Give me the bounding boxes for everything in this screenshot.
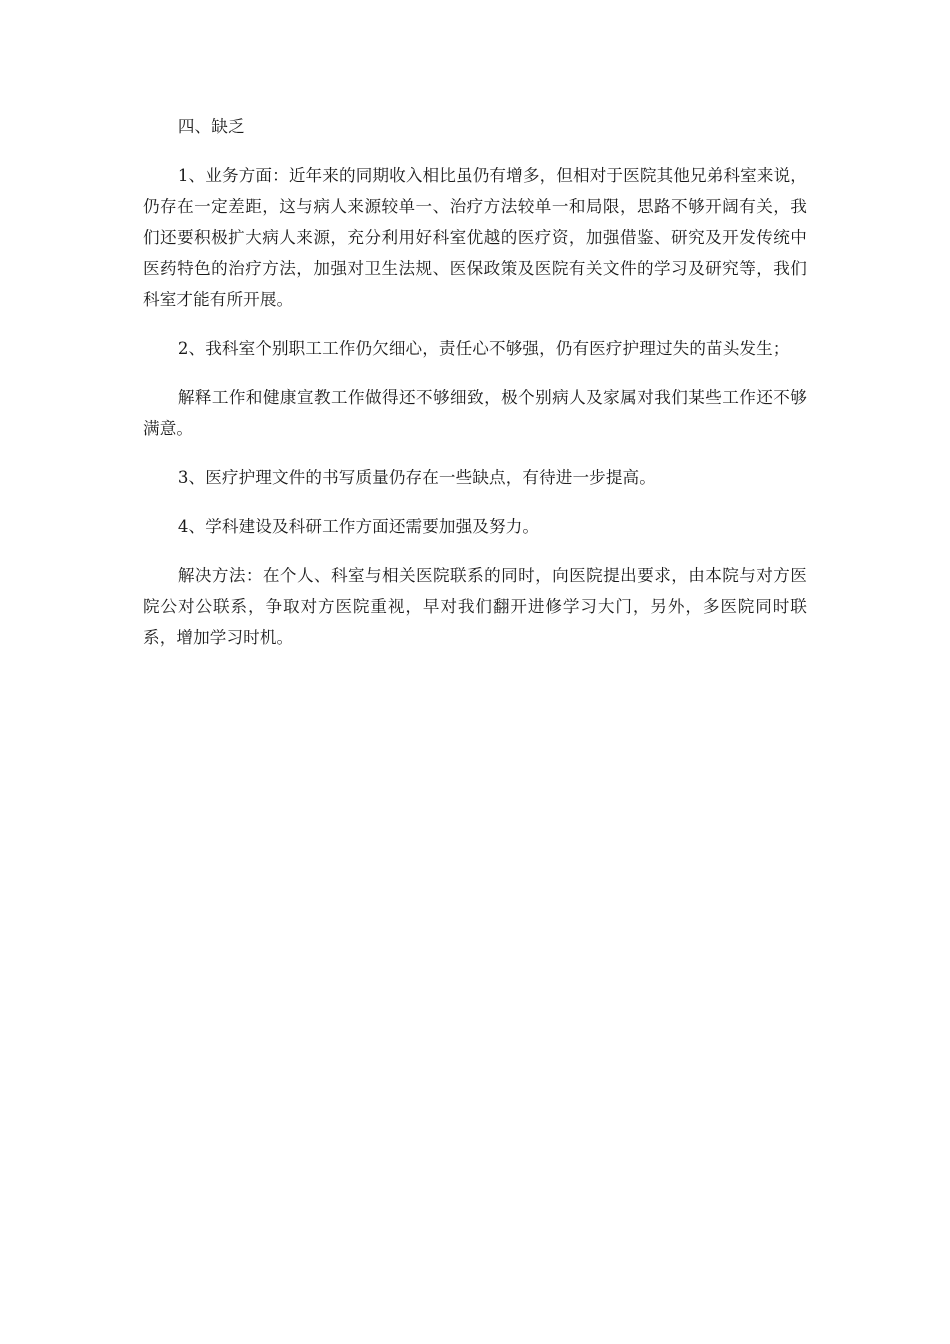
section-heading: 四、缺乏: [177, 117, 245, 136]
paragraph-records: 3、医疗护理文件的书写质量仍存在一些缺点，有待进一步提高。: [177, 468, 656, 487]
paragraph-business: 1、业务方面：近年来的同期收入相比虽仍有增多，但相对于医院其他兄弟科室来说，仍存在一定差距，这与病人来源较单一、治疗方法较单一和局限，思路不够开阔有关，我们还要积极扩大病人来源，充分利用好科室优越的医疗资，加强借鉴、研究及开发传统中医药特色的治疗方法，加强对卫生法规、医保政策及医院有关文件的学习及研究等，我们科室才能有所开展。: [143, 166, 807, 309]
document-body: [143, 111, 807, 671]
paragraph-discipline: 4、学科建设及科研工作方面还需要加强及努力。: [177, 517, 540, 536]
paragraph-staff: 2、我科室个别职工工作仍欠细心，责任心不够强，仍有医疗护理过失的苗头发生；: [177, 339, 790, 358]
paragraph-solution: 解决方法：在个人、科室与相关医院联系的同时，向医院提出要求，由本院与对方医院公对公联系，争取对方医院重视，早对我们翻开进修学习大门，另外，多医院同时联系，增加学习时机。: [143, 566, 807, 647]
paragraph-explanation: 解释工作和健康宣教工作做得还不够细致，极个别病人及家属对我们某些工作还不够满意。: [143, 388, 807, 438]
